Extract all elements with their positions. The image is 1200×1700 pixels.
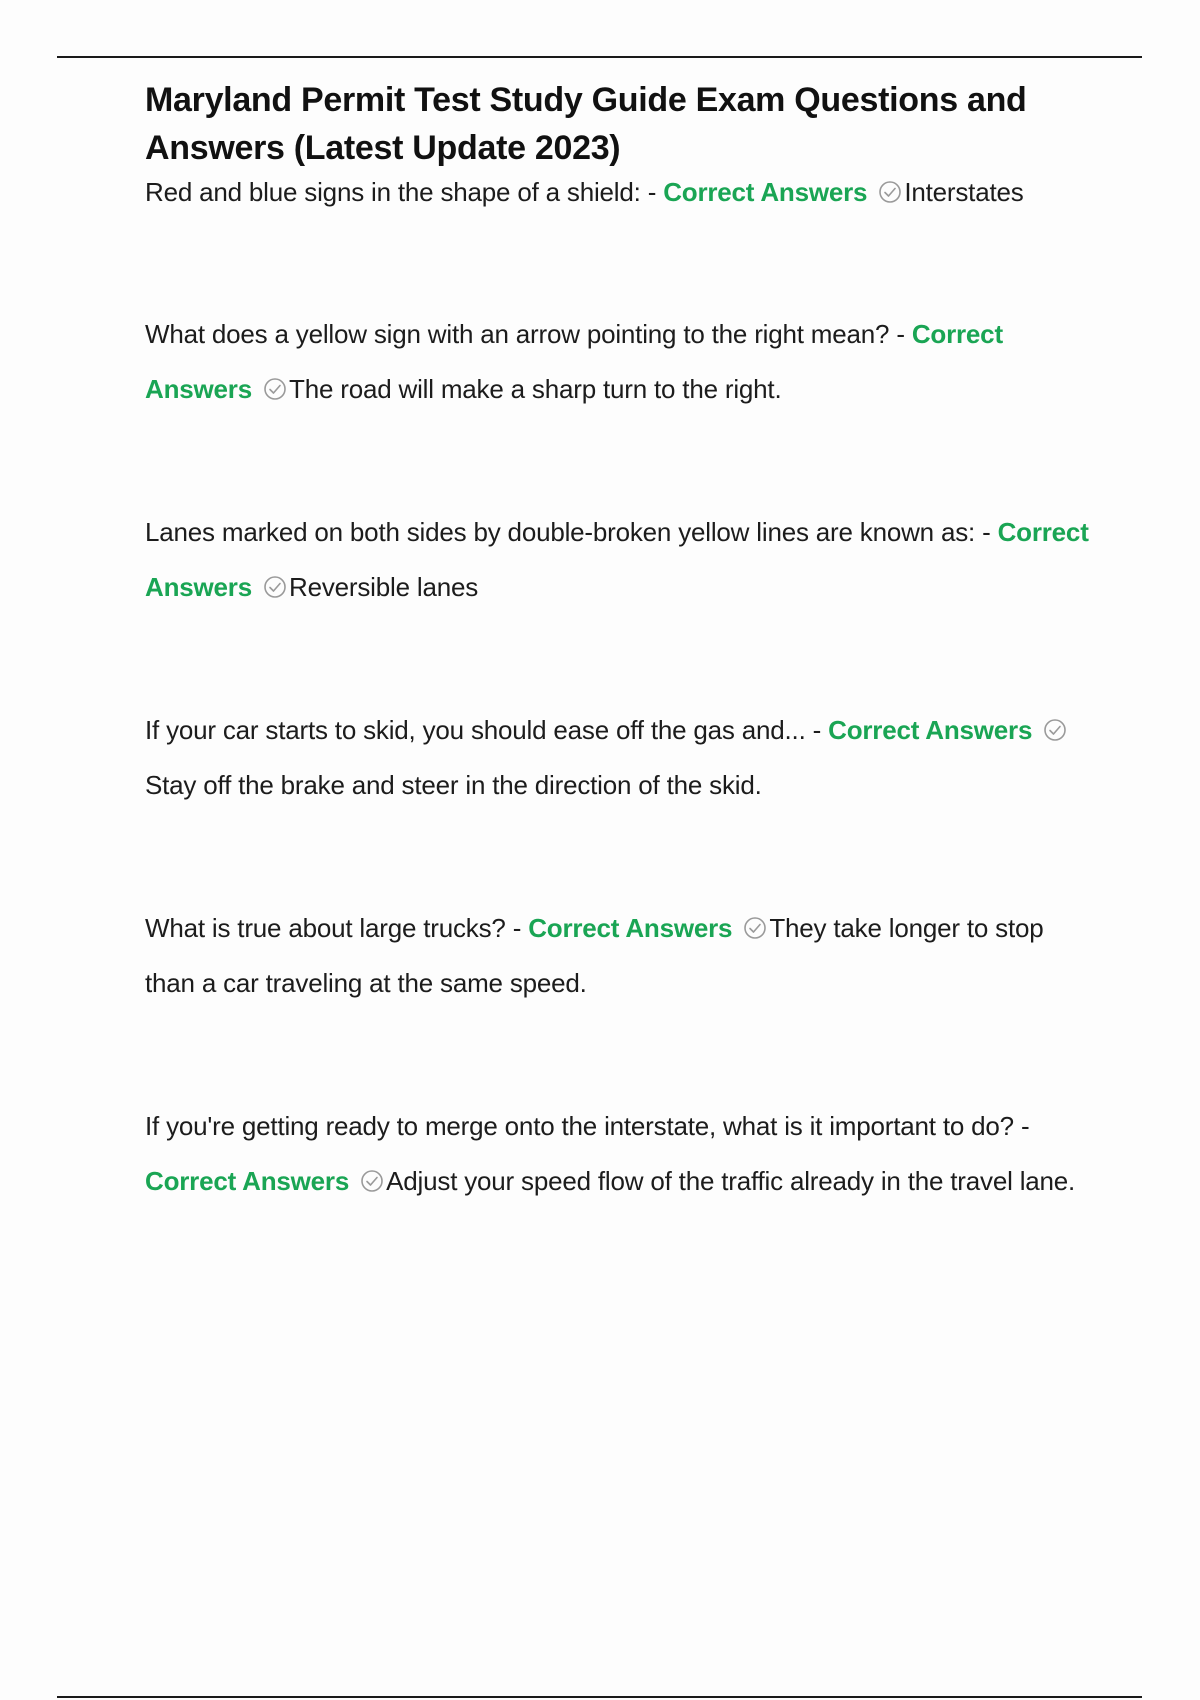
question-text: What is true about large trucks? [145, 913, 506, 943]
separator: - [889, 319, 912, 349]
qa-item [145, 172, 1090, 212]
qa-item [145, 505, 1090, 615]
separator: - [975, 517, 998, 547]
qa-list [145, 172, 1090, 1209]
check-circle-icon [263, 377, 287, 401]
answer-label: Correct Answers [145, 319, 1003, 404]
document-body [145, 76, 1090, 1209]
answer-text: Stay off the brake and steer in the direction of the skid. [145, 770, 762, 800]
check-circle-icon [743, 916, 767, 940]
answer-label: Correct Answers [528, 913, 733, 943]
question-text: Red and blue signs in the shape of a shield: [145, 177, 641, 207]
check-circle-icon [1043, 718, 1067, 742]
qa-item [145, 703, 1090, 813]
question-text: Lanes marked on both sides by double-broken yellow lines are known as: [145, 517, 976, 547]
separator: - [640, 177, 664, 207]
qa-item [145, 1099, 1090, 1209]
answer-label: Correct Answers [828, 715, 1033, 745]
answer-label: Correct Answers [145, 1166, 350, 1196]
separator: - [505, 913, 529, 943]
check-circle-icon [263, 575, 287, 599]
answer-text: Adjust your speed flow of the traffic already in the travel lane. [386, 1166, 1076, 1196]
answer-text: Interstates [904, 177, 1024, 207]
answer-label: Correct Answers [663, 177, 868, 207]
question-text: If you're getting ready to merge onto the interstate, what is it important to do? [145, 1111, 1014, 1141]
bottom-rule [57, 1696, 1142, 1698]
answer-text: The road will make a sharp turn to the right. [289, 374, 782, 404]
check-circle-icon [360, 1169, 384, 1193]
answer-text: They take longer to stop than a car traveling at the same speed. [145, 913, 1044, 998]
document-title: Maryland Permit Test Study Guide Exam Questions and Answers (Latest Update 2023) [145, 81, 1027, 167]
qa-item [145, 307, 1090, 417]
question-text: What does a yellow sign with an arrow pointing to the right mean? [145, 319, 890, 349]
answer-label: Correct Answers [145, 517, 1089, 602]
top-rule [57, 56, 1142, 58]
separator: - [805, 715, 829, 745]
answer-text: Reversible lanes [289, 572, 479, 602]
separator: - [1013, 1111, 1030, 1141]
question-text: If your car starts to skid, you should ease off the gas and... [145, 715, 806, 745]
check-circle-icon [878, 180, 902, 204]
qa-item [145, 901, 1090, 1011]
